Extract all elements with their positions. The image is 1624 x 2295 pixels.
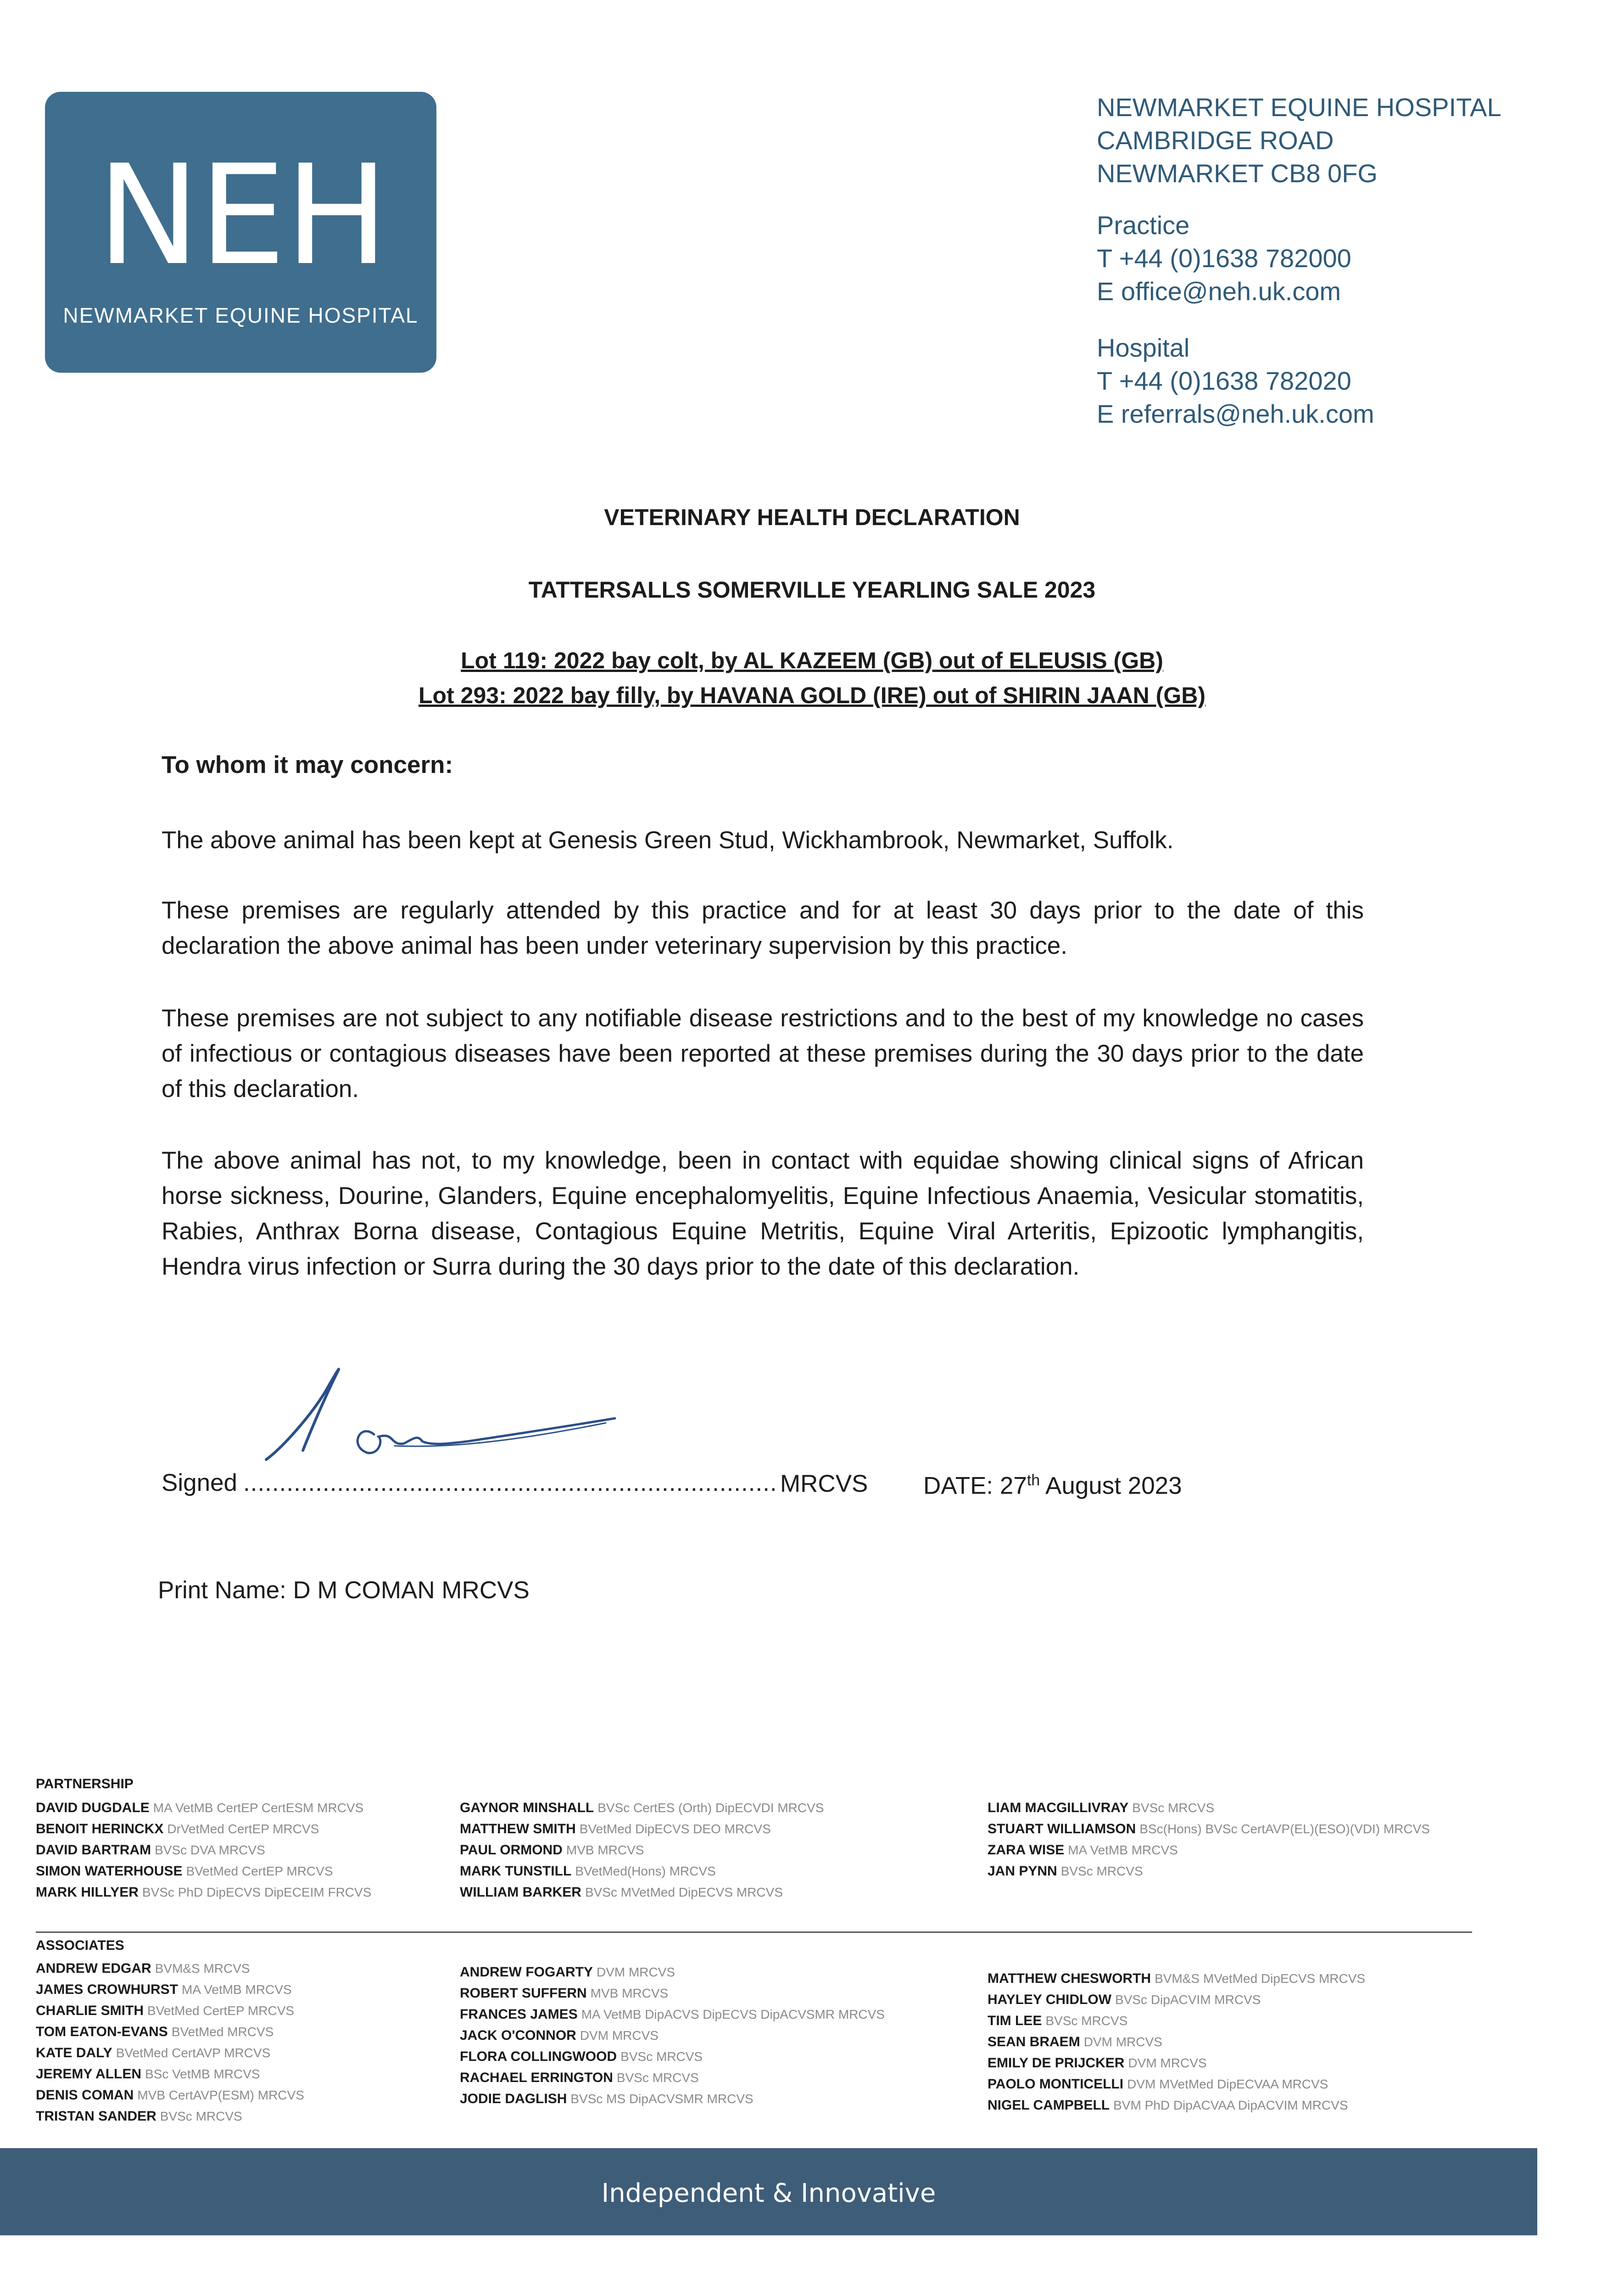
staff-entry xyxy=(988,2074,1365,2095)
date-suffix: th xyxy=(1027,1472,1040,1489)
salutation: To whom it may concern: xyxy=(162,751,453,778)
staff-entry xyxy=(460,2025,885,2046)
staff-name: MATTHEW CHESWORTH xyxy=(988,1971,1151,1986)
staff-entry xyxy=(460,2067,885,2088)
staff-name: MARK TUNSTILL xyxy=(460,1864,572,1879)
staff-entry xyxy=(460,1861,824,1882)
staff-entry xyxy=(36,1958,304,1979)
staff-qualifications: MA VetMB MRCVS xyxy=(182,1982,292,1997)
staff-qualifications: BVSc DipACVIM MRCVS xyxy=(1115,1993,1261,2007)
staff-entry xyxy=(36,2085,304,2106)
staff-name: SIMON WATERHOUSE xyxy=(36,1864,183,1879)
partnership-col-3 xyxy=(988,1797,1430,1882)
practice-email: E office@neh.uk.com xyxy=(1097,277,1341,306)
staff-entry xyxy=(460,2004,885,2025)
staff-qualifications: BVSc MRCVS xyxy=(160,2109,242,2123)
staff-qualifications: BVSc MRCVS xyxy=(1045,2014,1128,2028)
partnership-col-2 xyxy=(460,1797,824,1903)
staff-name: NIGEL CAMPBELL xyxy=(988,2098,1110,2113)
associates-label: ASSOCIATES xyxy=(36,1938,124,1953)
staff-entry xyxy=(460,1819,824,1840)
divider xyxy=(36,1931,1472,1933)
staff-name: PAOLO MONTICELLI xyxy=(988,2077,1124,2092)
staff-name: DAVID DUGDALE xyxy=(36,1800,150,1815)
staff-name: FRANCES JAMES xyxy=(460,2007,578,2022)
associates-col-2 xyxy=(460,1962,885,2110)
staff-qualifications: MVB CertAVP(ESM) MRCVS xyxy=(137,2088,304,2102)
staff-name: DAVID BARTRAM xyxy=(36,1842,151,1858)
associates-col-1 xyxy=(36,1958,304,2127)
staff-entry xyxy=(988,1797,1430,1819)
staff-entry xyxy=(36,1819,371,1840)
staff-name: PAUL ORMOND xyxy=(460,1842,563,1858)
staff-qualifications: DVM MRCVS xyxy=(1083,2035,1162,2049)
staff-entry xyxy=(36,2043,304,2064)
staff-entry xyxy=(36,1979,304,2000)
print-name: Print Name: D M COMAN MRCVS xyxy=(158,1577,530,1604)
staff-qualifications: BVSc MVetMed DipECVS MRCVS xyxy=(585,1885,783,1899)
staff-name: JACK O'CONNOR xyxy=(460,2028,576,2043)
staff-name: DENIS COMAN xyxy=(36,2088,134,2103)
staff-name: STUART WILLIAMSON xyxy=(988,1821,1136,1836)
staff-entry xyxy=(460,1962,885,1983)
staff-entry xyxy=(988,1840,1430,1861)
lot-293: Lot 293: 2022 bay filly, by HAVANA GOLD (IRE) out of SHIRIN JAAN (GB) xyxy=(419,683,1205,708)
staff-entry xyxy=(36,1797,371,1819)
associates-col-3 xyxy=(988,1968,1365,2116)
address-line-1: NEWMARKET EQUINE HOSPITAL xyxy=(1097,93,1501,122)
staff-qualifications: BVSc MS DipACVSMR MRCVS xyxy=(570,2092,753,2106)
staff-name: JAN PYNN xyxy=(988,1864,1057,1879)
staff-qualifications: BVSc PhD DipECVS DipECEIM FRCVS xyxy=(142,1885,372,1899)
staff-entry xyxy=(988,2032,1365,2053)
staff-entry xyxy=(988,2053,1365,2074)
paragraph-2: These premises are regularly attended by this practice and for at least 30 days prior to the date of this declaration the above animal has been under veterinary supervision by this practice. xyxy=(162,897,1364,959)
signature-date xyxy=(923,1472,1182,1500)
signature xyxy=(257,1354,624,1478)
staff-name: HAYLEY CHIDLOW xyxy=(988,1992,1112,2007)
staff-qualifications: BSc VetMB MRCVS xyxy=(145,2067,260,2081)
staff-entry xyxy=(460,2046,885,2067)
date-rest: August 2023 xyxy=(1040,1472,1182,1500)
staff-qualifications: DVM MRCVS xyxy=(596,1965,675,1979)
staff-qualifications: MA VetMB DipACVS DipECVS DipACVSMR MRCVS xyxy=(581,2007,885,2021)
staff-name: TOM EATON-EVANS xyxy=(36,2024,168,2039)
logo-name: NEWMARKET EQUINE HOSPITAL xyxy=(63,303,419,327)
partnership-label: PARTNERSHIP xyxy=(36,1776,134,1791)
practice-phone: T +44 (0)1638 782000 xyxy=(1097,244,1351,273)
staff-entry xyxy=(988,1861,1430,1882)
staff-qualifications: BVetMed CertEP MRCVS xyxy=(147,2004,295,2018)
staff-name: RACHAEL ERRINGTON xyxy=(460,2070,613,2085)
staff-entry xyxy=(36,2106,304,2127)
footer-tagline: Independent & Innovative xyxy=(601,2178,936,2208)
staff-name: GAYNOR MINSHALL xyxy=(460,1800,594,1815)
hospital-email: E referrals@neh.uk.com xyxy=(1097,399,1374,428)
paragraph-3: These premises are not subject to any notifiable disease restrictions and to the best of my knowledge no cases of infectious or contagious diseases have been reported at these premises during the 30 days prior to the date of this declaration. xyxy=(162,1005,1364,1103)
staff-name: MATTHEW SMITH xyxy=(460,1821,576,1836)
staff-entry xyxy=(36,1882,371,1903)
signed-dots: .......................................................................... xyxy=(243,1469,777,1496)
date-label: DATE: 27 xyxy=(923,1472,1027,1500)
staff-qualifications: BVetMed CertAVP MRCVS xyxy=(116,2046,271,2060)
staff-qualifications: BVetMed(Hons) MRCVS xyxy=(575,1864,716,1878)
staff-name: JEREMY ALLEN xyxy=(36,2066,142,2082)
staff-qualifications: DVM MRCVS xyxy=(580,2028,659,2043)
signed-label: Signed xyxy=(162,1469,238,1496)
staff-entry xyxy=(988,1968,1365,1989)
staff-name: JODIE DAGLISH xyxy=(460,2091,567,2106)
staff-qualifications: BVetMed CertEP MRCVS xyxy=(186,1864,333,1878)
staff-entry xyxy=(460,1840,824,1861)
staff-name: JAMES CROWHURST xyxy=(36,1982,179,1997)
staff-qualifications: DrVetMed CertEP MRCVS xyxy=(167,1822,319,1836)
staff-entry xyxy=(460,2088,885,2110)
staff-qualifications: BSc(Hons) BVSc CertAVP(EL)(ESO)(VDI) MRCVS xyxy=(1139,1822,1430,1836)
staff-qualifications: MA VetMB CertEP CertESM MRCVS xyxy=(153,1801,364,1815)
practice-label: Practice xyxy=(1097,211,1190,240)
footer-bar xyxy=(0,2148,1537,2235)
hospital-label: Hospital xyxy=(1097,333,1190,362)
staff-entry xyxy=(460,1797,824,1819)
paragraph-4: The above animal has not, to my knowledge, been in contact with equidae showing clinical signs of African horse sickness, Dourine, Glanders, Equine encephalomyelitis, Equine Infectious Anaemia, Vesicular stomatitis, Rabies, Anthrax Borna disease, Contagious Equine Metritis, Equine Viral Arteritis, Epizootic lymphangitis, Hendra virus infection or Surra during the 30 days prior to the date of this declaration. xyxy=(162,1147,1364,1280)
staff-name: MARK HILLYER xyxy=(36,1885,139,1900)
staff-name: ANDREW FOGARTY xyxy=(460,1965,593,1980)
staff-entry xyxy=(36,2000,304,2021)
staff-name: EMILY DE PRIJCKER xyxy=(988,2055,1125,2071)
staff-qualifications: BVM&S MVetMed DipECVS MRCVS xyxy=(1155,1971,1366,1986)
staff-qualifications: BVetMed MRCVS xyxy=(171,2025,274,2039)
hospital-phone: T +44 (0)1638 782020 xyxy=(1097,366,1351,395)
staff-name: LIAM MACGILLIVRAY xyxy=(988,1800,1129,1815)
staff-name: ANDREW EDGAR xyxy=(36,1961,151,1976)
staff-qualifications: BVM PhD DipACVAA DipACVIM MRCVS xyxy=(1113,2098,1348,2112)
staff-entry xyxy=(36,2064,304,2085)
staff-qualifications: BVSc MRCVS xyxy=(1060,1864,1143,1878)
staff-qualifications: BVSc MRCVS xyxy=(1132,1801,1215,1815)
staff-qualifications: BVM&S MRCVS xyxy=(155,1961,250,1976)
staff-name: ROBERT SUFFERN xyxy=(460,1986,587,2001)
partnership-col-1 xyxy=(36,1797,371,1903)
staff-name: TIM LEE xyxy=(988,2013,1042,2028)
staff-qualifications: MVB MRCVS xyxy=(590,1986,669,2000)
mrcvs-label: MRCVS xyxy=(780,1470,868,1497)
staff-name: SEAN BRAEM xyxy=(988,2034,1080,2049)
logo-mark: NEH xyxy=(97,135,388,296)
address-line-3: NEWMARKET CB8 0FG xyxy=(1097,159,1378,188)
staff-entry xyxy=(988,2010,1365,2032)
staff-qualifications: BVetMed DipECVS DEO MRCVS xyxy=(579,1822,771,1836)
staff-name: ZARA WISE xyxy=(988,1842,1065,1858)
staff-qualifications: BVSc DVA MRCVS xyxy=(155,1843,265,1857)
staff-name: BENOIT HERINCKX xyxy=(36,1821,164,1836)
staff-entry xyxy=(988,1989,1365,2010)
address-line-2: CAMBRIDGE ROAD xyxy=(1097,126,1334,155)
staff-qualifications: DVM MVetMed DipECVAA MRCVS xyxy=(1127,2077,1328,2091)
staff-entry xyxy=(36,2021,304,2043)
staff-name: CHARLIE SMITH xyxy=(36,2003,144,2018)
staff-qualifications: MVB MRCVS xyxy=(566,1843,644,1857)
document-title: VETERINARY HEALTH DECLARATION xyxy=(604,504,1020,530)
staff-name: TRISTAN SANDER xyxy=(36,2109,156,2124)
staff-name: FLORA COLLINGWOOD xyxy=(460,2049,617,2064)
staff-entry xyxy=(460,1983,885,2004)
staff-qualifications: BVSc CertES (Orth) DipECVDI MRCVS xyxy=(597,1801,824,1815)
staff-name: WILLIAM BARKER xyxy=(460,1885,581,1900)
staff-entry xyxy=(988,1819,1430,1840)
sale-title: TATTERSALLS SOMERVILLE YEARLING SALE 2023 xyxy=(528,577,1096,603)
lot-119: Lot 119: 2022 bay colt, by AL KAZEEM (GB) out of ELEUSIS (GB) xyxy=(461,648,1163,673)
paragraph-1: The above animal has been kept at Genesis Green Stud, Wickhambrook, Newmarket, Suffolk. xyxy=(162,827,1174,854)
staff-entry xyxy=(988,2095,1365,2116)
staff-qualifications: BVSc MRCVS xyxy=(620,2049,703,2064)
staff-entry xyxy=(36,1840,371,1861)
staff-entry xyxy=(460,1882,824,1903)
neh-logo xyxy=(45,92,436,373)
staff-entry xyxy=(36,1861,371,1882)
staff-qualifications: DVM MRCVS xyxy=(1128,2056,1207,2070)
staff-name: KATE DALY xyxy=(36,2045,112,2060)
staff-qualifications: BVSc MRCVS xyxy=(616,2071,699,2085)
staff-qualifications: MA VetMB MRCVS xyxy=(1068,1843,1178,1857)
